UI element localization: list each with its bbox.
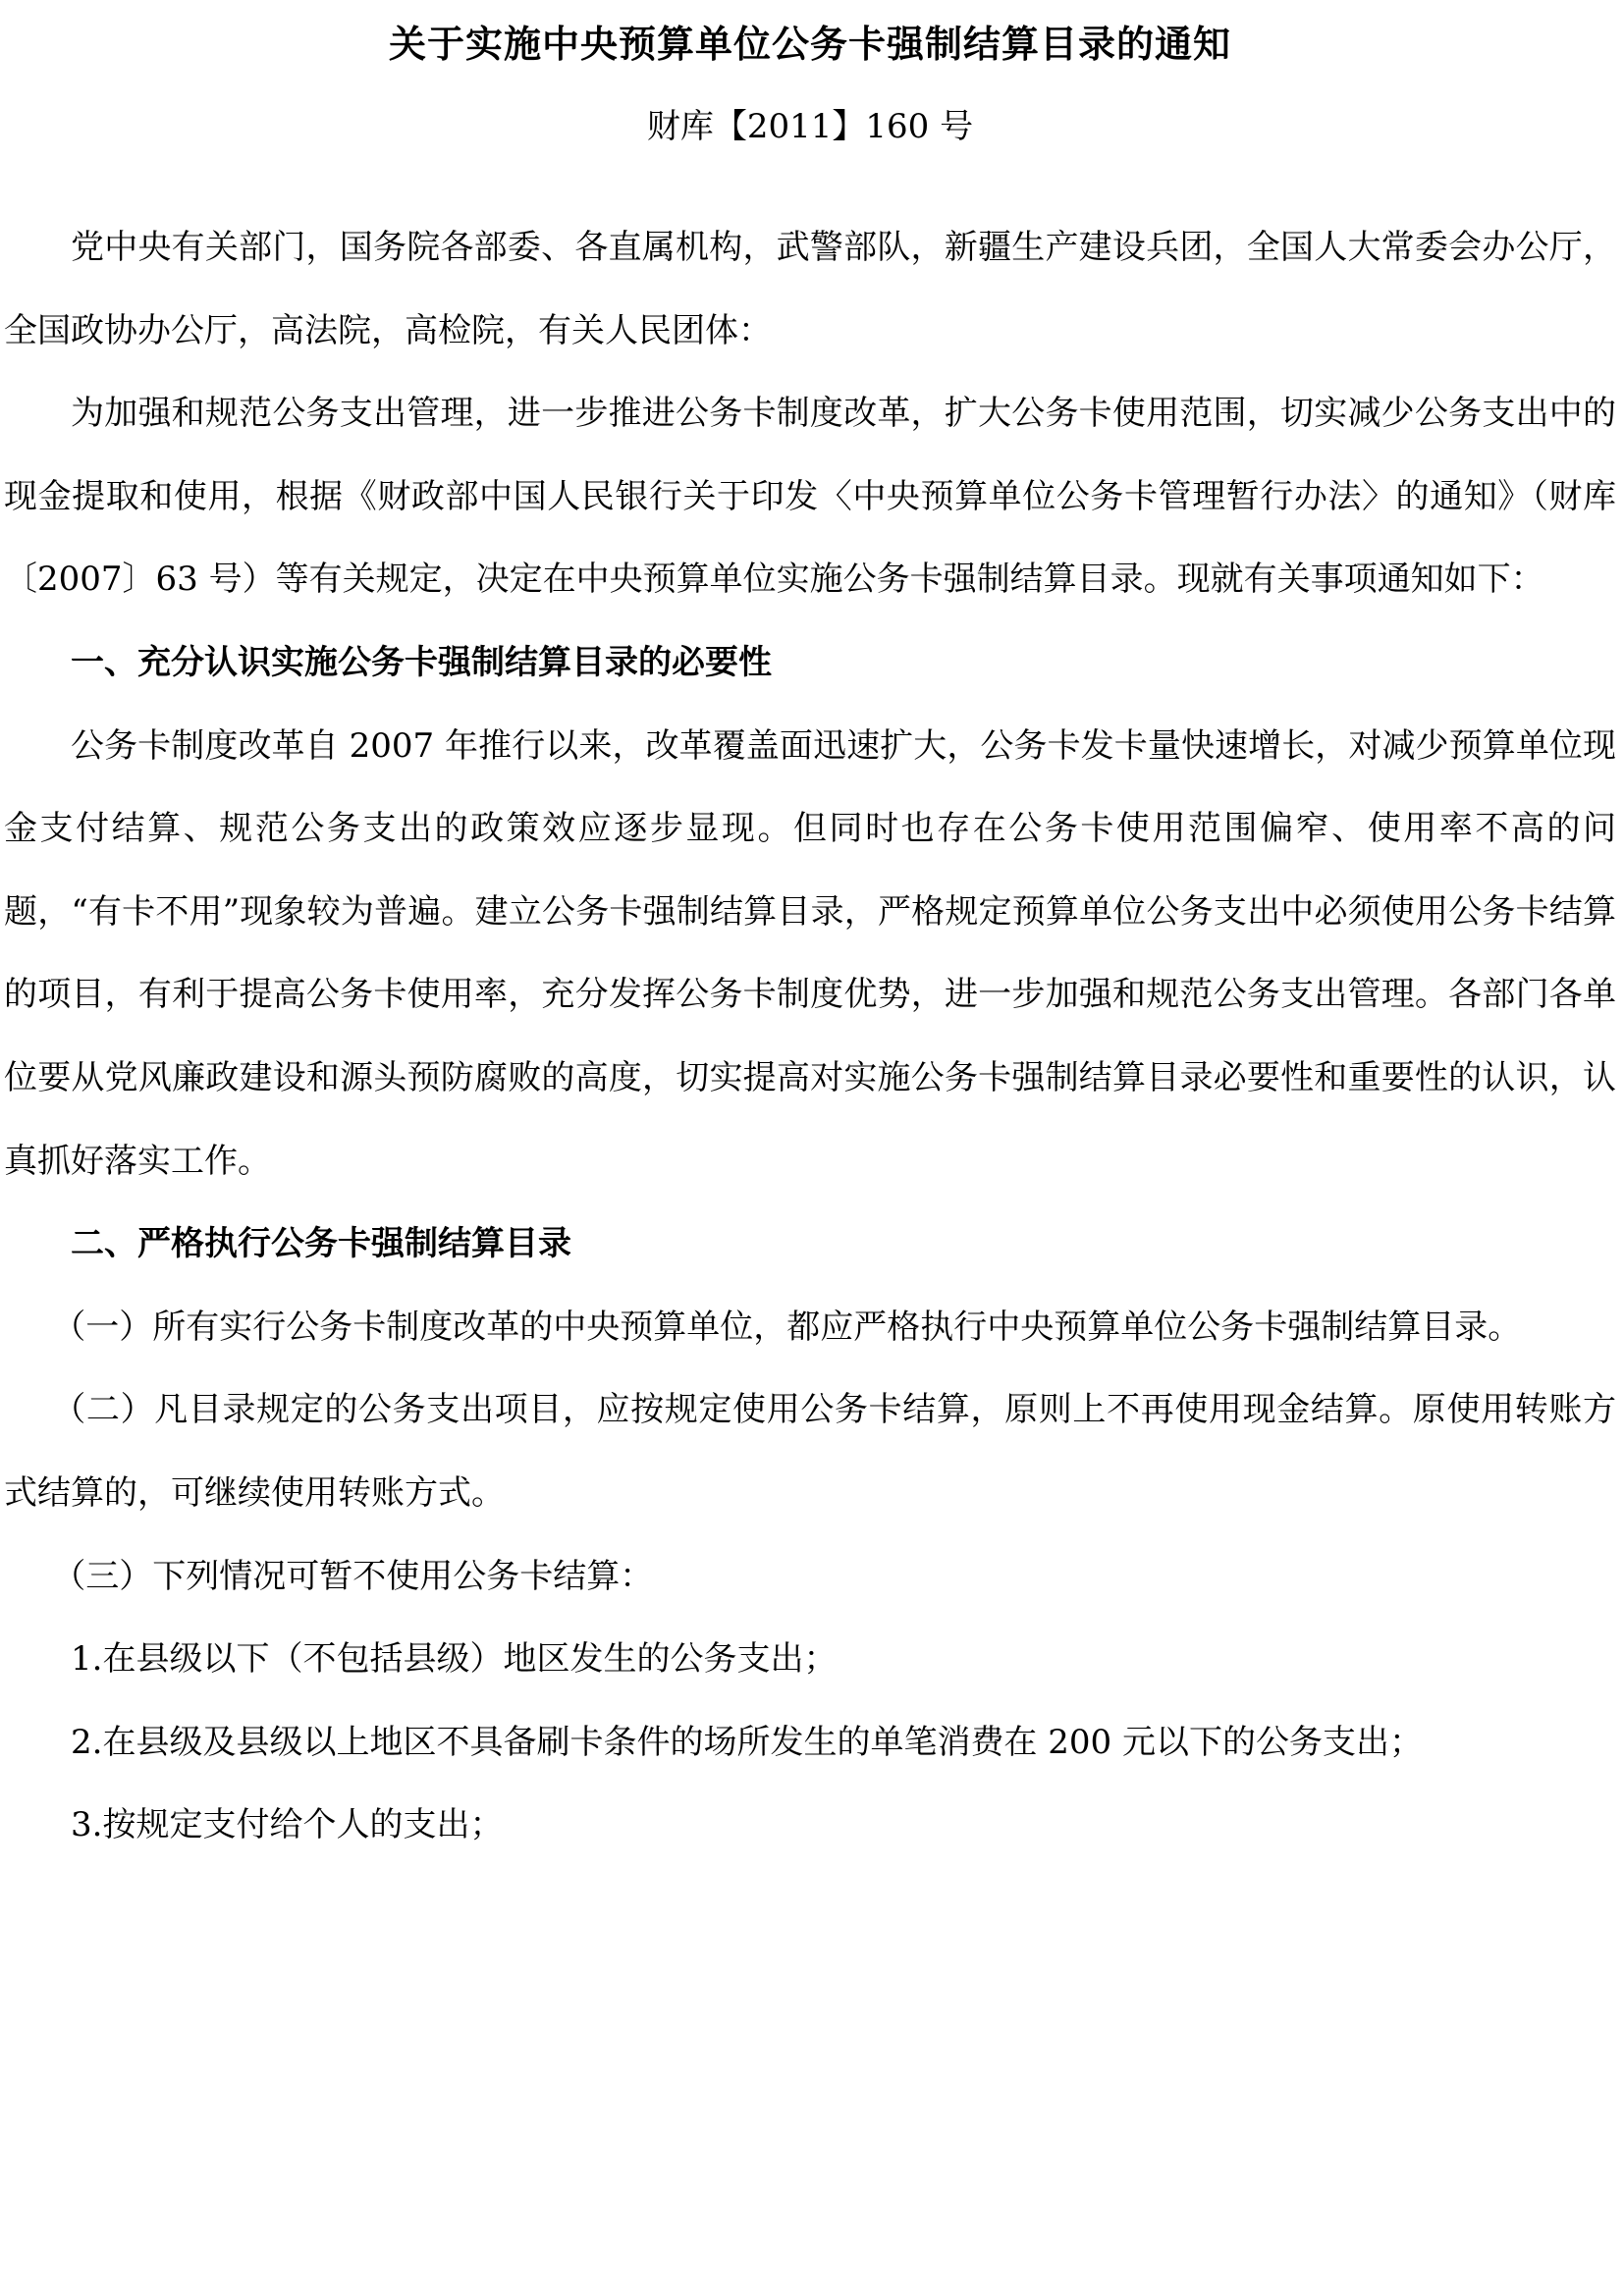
clause-2-paragraph: （二）凡目录规定的公务支出项目，应按规定使用公务卡结算，原则上不再使用现金结算。原使用转账方式结算的，可继续使用转账方式。 [4,1390,1616,1513]
document-title: 关于实施中央预算单位公务卡强制结算目录的通知 [388,23,1231,66]
document-body [4,206,1616,1867]
section-heading-2: 二、严格执行公务卡强制结算目录 [71,1224,571,1264]
clause-1-paragraph: （一）所有实行公务卡制度改革的中央预算单位，都应严格执行中央预算单位公务卡强制结算目录。 [52,1307,1522,1347]
clause-3-paragraph: （三）下列情况可暂不使用公务卡结算： [52,1556,654,1596]
document-number: 财库【2011】160 号 [646,107,974,146]
intro-paragraph: 为加强和规范公务支出管理，进一步推进公务卡制度改革，扩大公务卡使用范围，切实减少公务支出中的现金提取和使用，根据《财政部中国人民银行关于印发〈中央预算单位公务卡管理暂行办法〉的通知》（财库〔2007〕63 号）等有关规定，决定在中央预算单位实施公务卡强制结算目录。现就有关事项通知如下： [4,394,1616,600]
list-item-2: 2.在县级及县级以上地区不具备刷卡条件的场所发生的单笔消费在 200 元以下的公务支出； [71,1722,1423,1762]
list-item-3: 3.按规定支付给个人的支出； [71,1805,504,1845]
section-heading-1: 一、充分认识实施公务卡强制结算目录的必要性 [71,642,772,682]
addressee-paragraph: 党中央有关部门，国务院各部委、各直属机构，武警部队，新疆生产建设兵团，全国人大常委会办公厅，全国政协办公厅，高法院，高检院，有关人民团体： [4,228,1616,350]
section-1-paragraph: 公务卡制度改革自 2007 年推行以来，改革覆盖面迅速扩大，公务卡发卡量快速增长，对减少预算单位现金支付结算、规范公务支出的政策效应逐步显现。但同时也存在公务卡使用范围偏窄、使用率不高的问题，“有卡不用”现象较为普遍。建立公务卡强制结算目录，严格规定预算单位公务支出中必须使用公务卡结算的项目，有利于提高公务卡使用率，充分发挥公务卡制度优势，进一步加强和规范公务支出管理。各部门各单位要从党风廉政建设和源头预防腐败的高度，切实提高对实施公务卡强制结算目录必要性和重要性的认识，认真抓好落实工作。 [4,725,1616,1181]
list-item-1: 1.在县级以下（不包括县级）地区发生的公务支出； [71,1639,838,1680]
